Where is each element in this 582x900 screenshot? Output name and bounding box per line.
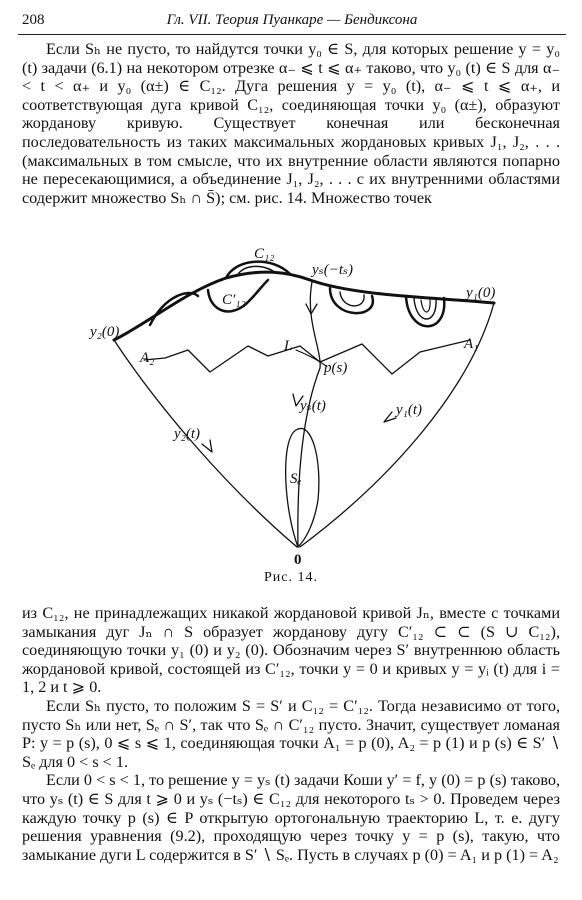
polyline-p (144, 340, 470, 374)
page-number: 208 (22, 12, 45, 28)
label-c12-prime: C′₁₂ (222, 292, 246, 308)
label-ys-minus-ts: yₛ(−tₛ) (312, 262, 354, 278)
text-top (22, 40, 560, 207)
arrow (384, 412, 396, 422)
label-a1: A₁ (464, 336, 479, 352)
label-y2-0: y₂(0) (90, 324, 120, 340)
figure-14 (0, 240, 582, 570)
jordan-arc (340, 292, 364, 306)
orthogonal-l (296, 350, 326, 366)
label-ys-t: yₛ(t) (300, 398, 326, 414)
label-y1-0: y₁(0) (466, 285, 496, 301)
label-l: L (284, 338, 293, 354)
paragraph: Если 0 < s < 1, то решение y = yₛ (t) задачи Коши y′ = f, y (0) = p (s) таково, что yₛ (t) ∈ S для t ⩾ 0 и yₛ (−tₛ) ∈ C₁₂ для некоторого tₛ > 0. Проведем через каждую точку p (s) ∈ P открытую ортогональную траекторию L, т. е. дугу решения уравнения (9.2), проходящую через точку y = p (s), такую, что замыкание дуги L содержится в S′ ∖ Sₑ. Пусть в случаях p (0) = A₁ и p (1) = A₂ (22, 771, 560, 864)
label-y1-t: y₁(t) (396, 402, 423, 418)
text-bottom (22, 604, 560, 864)
trajectory-y2 (114, 340, 297, 547)
jordan-arc (414, 298, 436, 319)
jordan-arc (150, 293, 198, 325)
label-ps: p(s) (324, 360, 348, 376)
figure-svg (0, 240, 582, 570)
arrow (306, 304, 317, 314)
label-c12: C₁₂ (254, 246, 275, 262)
label-a2: A₂ (140, 350, 155, 366)
figure-caption: Рис. 14. (264, 570, 318, 585)
label-origin: 0 (294, 552, 302, 568)
label-se: Sₑ (290, 471, 302, 487)
jordan-arc (421, 300, 430, 312)
paragraph: из C₁₂, не принадлежащих никакой жордановой кривой Jₙ, вместе с точками замыкания дуг Jₙ ∩ S образует жорданову дугу C′₁₂ ⊂ ⊂ (S ∪ C₁₂), соединяющую точки y₁ (0) и y₂ (0). Обозначим через S′ внутреннюю область жордановой кривой, состоящей из C′₁₂, точки y = 0 и кривых y = yᵢ (t) для i = 1, 2 и t ⩾ 0. (22, 604, 560, 697)
paragraph: Если Sₕ не пусто, то найдутся точки y₀ ∈ S, для которых решение y = y₀ (t) задачи (6.1) на некотором отрезке α₋ ⩽ t ⩽ α₊ таково, что y₀ (t) ∈ S для α₋ < t < α₊ и y₀ (α±) ∈ C₁₂. Дуга решения y = y₀ (t), α₋ ⩽ t ⩽ α₊, и соответствующая дуга кривой C₁₂, соединяющая точки y₀ (α±), образуют жорданову кривую. Существует конечная или бесконечная последовательность из таких максимальных жордановых кривых J₁, J₂, . . . (максимальных в том смысле, что их внутренние области являются попарно не пересекающимися, а объединение J₁, J₂, . . . с их внутренними областями содержит множество Sₕ ∩ S̄); см. рис. 14. Множество точек (22, 40, 560, 207)
paragraph: Если Sₕ пусто, то положим S = S′ и C₁₂ = C′₁₂. Тогда независимо от того, пусто Sₕ или нет, Sₑ ∩ S′, так что Sₑ ∩ C′₁₂ пусто. Значит, существует ломаная P: y = p (s), 0 ⩽ s ⩽ 1, соединяющая точки A₁ = p (0), A₂ = p (1) и p (s) ∈ S′ ∖ Sₑ для 0 < s < 1. (22, 696, 560, 771)
arrow (202, 440, 212, 452)
label-y2-t: y₂(t) (174, 426, 201, 442)
running-title: Гл. VII. Теория Пуанкаре — Бендиксона (166, 12, 418, 28)
curve-c12 (114, 272, 494, 340)
page-header (18, 10, 566, 35)
